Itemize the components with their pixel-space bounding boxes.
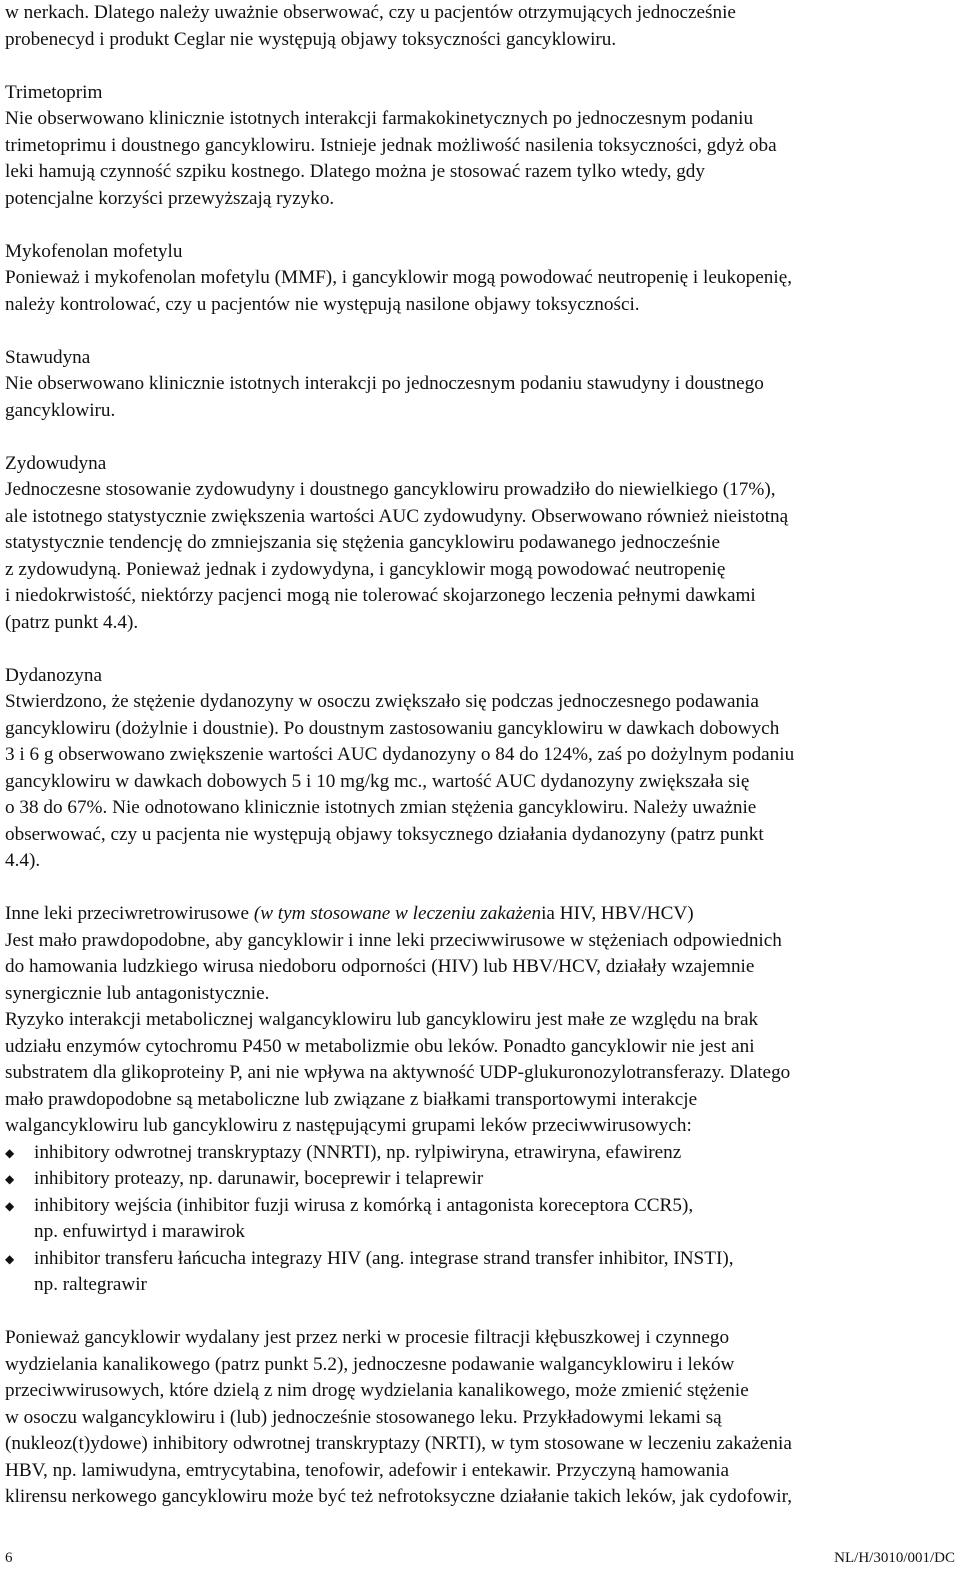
list-item-line: inhibitory proteazy, np. darunawir, boceprewir i telaprewir: [34, 1168, 484, 1189]
list-item: [5, 1193, 955, 1246]
body-line: substratem dla glikoproteiny P, ani nie wpływa na aktywność UDP-glukuronozylotransferazy. Dlatego: [5, 1062, 791, 1083]
document-reference: NL/H/3010/001/DC: [834, 1550, 955, 1566]
body-line: trimetoprimu i doustnego gancyklowiru. Istnieje jednak możliwość nasilenia toksyczności, gdyż oba: [5, 134, 777, 156]
section-dydanozyna: [5, 663, 955, 875]
section-heading: Dydanozyna: [5, 664, 102, 686]
list-item-line: inhibitory odwrotnej transkryptazy (NNRTI), np. rylpiwiryna, etrawiryna, efawirenz: [34, 1141, 682, 1163]
body-line: Ponieważ gancyklowir wydalany jest przez nerki w procesie filtracji kłębuszkowej i czynnego: [5, 1327, 730, 1348]
bullet-icon: ◆: [5, 1251, 15, 1266]
intro-line: w nerkach. Dlatego należy uważnie obserwować, czy u pacjentów otrzymujących jednocześnie: [5, 2, 736, 23]
heading-italic: (w tym stosowane w leczeniu zakażen: [253, 903, 542, 924]
list-item-line: np. raltegrawir: [34, 1274, 147, 1295]
list-item-line: np. enfuwirtyd i marawirok: [34, 1221, 246, 1242]
body-line: Ryzyko interakcji metabolicznej walgancyklowiru lub gancyklowiru jest małe ze względu na brak: [5, 1009, 759, 1030]
body-line: klirensu nerkowego gancyklowiru może być też nefrotoksyczne działanie takich leków, jak cydofowir,: [5, 1486, 793, 1507]
list-item-line: inhibitory wejścia (inhibitor fuzji wirusa z komórką i antagonista koreceptora CCR5),: [34, 1194, 694, 1216]
list-item: [5, 1166, 955, 1193]
body-line: walgancyklowiru lub gancyklowiru z następującymi grupami leków przeciwwirusowych:: [5, 1115, 692, 1136]
body-line: gancyklowiru (dożylnie i doustnie). Po doustnym zastosowaniu gancyklowiru w dawkach dobowych: [5, 717, 780, 739]
document-page: [5, 0, 955, 1511]
section-heading: Mykofenolan mofetylu: [5, 240, 183, 262]
body-line: gancyklowiru w dawkach dobowych 5 i 10 mg/kg mc., wartość AUC dydanozyny zwiększała się: [5, 770, 750, 792]
list-item: [5, 1246, 955, 1299]
section-zydowudyna: [5, 451, 955, 637]
body-line: HBV, np. lamiwudyna, emtrycytabina, tenofowir, adefowir i entekawir. Przyczyną hamowania: [5, 1459, 730, 1481]
body-line: potencjalne korzyści przewyższają ryzyko.: [5, 187, 335, 209]
body-line: Jest mało prawdopodobne, aby gancyklowir i inne leki przeciwwirusowe w stężeniach odpowiednich: [5, 929, 782, 951]
body-line: ale istotnego statystycznie zwiększenia wartości AUC zydowudyny. Obserwowano również nieistotną: [5, 505, 789, 527]
section-heading: [5, 901, 955, 928]
body-line: do hamowania ludzkiego wirusa niedoboru odporności (HIV) lub HBV/HCV, działały wzajemnie: [5, 956, 755, 977]
body-line: Jednoczesne stosowanie zydowudyny i doustnego gancyklowiru prowadziło do niewielkiego (17%),: [5, 479, 776, 500]
body-line: gancyklowiru.: [5, 399, 116, 421]
intro-line: probenecyd i produkt Ceglar nie występują objawy toksyczności gancyklowiru.: [5, 28, 617, 50]
body-line: synergicznie lub antagonistycznie.: [5, 982, 270, 1004]
body-line: 4.4).: [5, 850, 41, 871]
body-line: Nie obserwowano klinicznie istotnych interakcji po jednoczesnym podaniu stawudyny i doustnego: [5, 373, 764, 394]
body-line: Ponieważ i mykofenolan mofetylu (MMF), i gancyklowir mogą powodować neutropenię i leukopenię,: [5, 267, 793, 288]
section-stawudyna: [5, 345, 955, 425]
section-mykofenolan: [5, 239, 955, 319]
body-line: udziału enzymów cytochromu P450 w metabolizmie obu leków. Ponadto gancyklowir nie jest ani: [5, 1035, 755, 1057]
section-trimetoprim: [5, 80, 955, 213]
bullet-icon: ◆: [5, 1198, 15, 1213]
list-item-line: inhibitor transferu łańcucha integrazy HIV (ang. integrase strand transfer inhibitor, INSTI),: [34, 1247, 734, 1269]
body-line: Nie obserwowano klinicznie istotnych interakcji farmakokinetycznych po jednoczesnym podaniu: [5, 108, 754, 129]
list-item: [5, 1140, 955, 1167]
body-line: 3 i 6 g obserwowano zwiększenie wartości AUC dydanozyny o 84 do 124%, zaś po dożylnym podaniu: [5, 744, 795, 765]
section-antiviral: [5, 901, 955, 1140]
excretion-paragraph: [5, 1325, 955, 1511]
body-line: obserwować, czy u pacjenta nie występują objawy toksycznego działania dydanozyny (patrz punkt: [5, 823, 764, 845]
section-heading: Stawudyna: [5, 346, 91, 368]
page-number: 6: [5, 1550, 13, 1566]
body-line: w osoczu walgancyklowiru i (lub) jednocześnie stosowanego leku. Przykładowymi lekami są: [5, 1406, 722, 1428]
body-line: i niedokrwistość, niektórzy pacjenci mogą nie tolerować skojarzonego leczenia pełnymi dawkami: [5, 585, 756, 606]
body-line: należy kontrolować, czy u pacjentów nie występują nasilone objawy toksyczności.: [5, 293, 640, 315]
section-heading: Trimetoprim: [5, 81, 103, 103]
body-line: leki hamują czynność szpiku kostnego. Dlatego można je stosować razem tylko wtedy, gdy: [5, 161, 705, 182]
body-line: wydzielania kanalikowego (patrz punkt 5.2), jednoczesne podawanie walgancyklowiru i leków: [5, 1353, 735, 1375]
body-line: statystycznie tendencję do zmniejszania się stężenia gancyklowiru podawanego jednocześnie: [5, 532, 720, 553]
intro-paragraph: [5, 0, 955, 53]
heading-suffix: ia HIV, HBV/HCV): [541, 903, 694, 924]
body-line: Stwierdzono, że stężenie dydanozyny w osoczu zwiększało się podczas jednoczesnego podawania: [5, 691, 759, 712]
bullet-icon: ◆: [5, 1172, 15, 1186]
heading-prefix: Inne leki przeciwretrowirusowe: [5, 903, 254, 924]
body-line: (nukleoz(t)ydowe) inhibitory odwrotnej transkryptazy (NRTI), w tym stosowane w leczeniu zakażenia: [5, 1433, 792, 1454]
bullet-icon: ◆: [5, 1145, 15, 1160]
section-heading: Zydowudyna: [5, 452, 107, 474]
body-line: mało prawdopodobne są metaboliczne lub związane z białkami transportowymi interakcje: [5, 1088, 698, 1110]
body-line: przeciwwirusowych, które dzielą z nim drogę wydzielania kanalikowego, może zmienić stężenie: [5, 1380, 749, 1401]
antiviral-bullet-list: [5, 1140, 955, 1299]
body-line: o 38 do 67%. Nie odnotowano klinicznie istotnych zmian stężenia gancyklowiru. Należy uważnie: [5, 797, 757, 818]
body-line: (patrz punkt 4.4).: [5, 611, 139, 633]
body-line: z zydowudyną. Ponieważ jednak i zydowydyna, i gancyklowir mogą powodować neutropenię: [5, 558, 726, 580]
